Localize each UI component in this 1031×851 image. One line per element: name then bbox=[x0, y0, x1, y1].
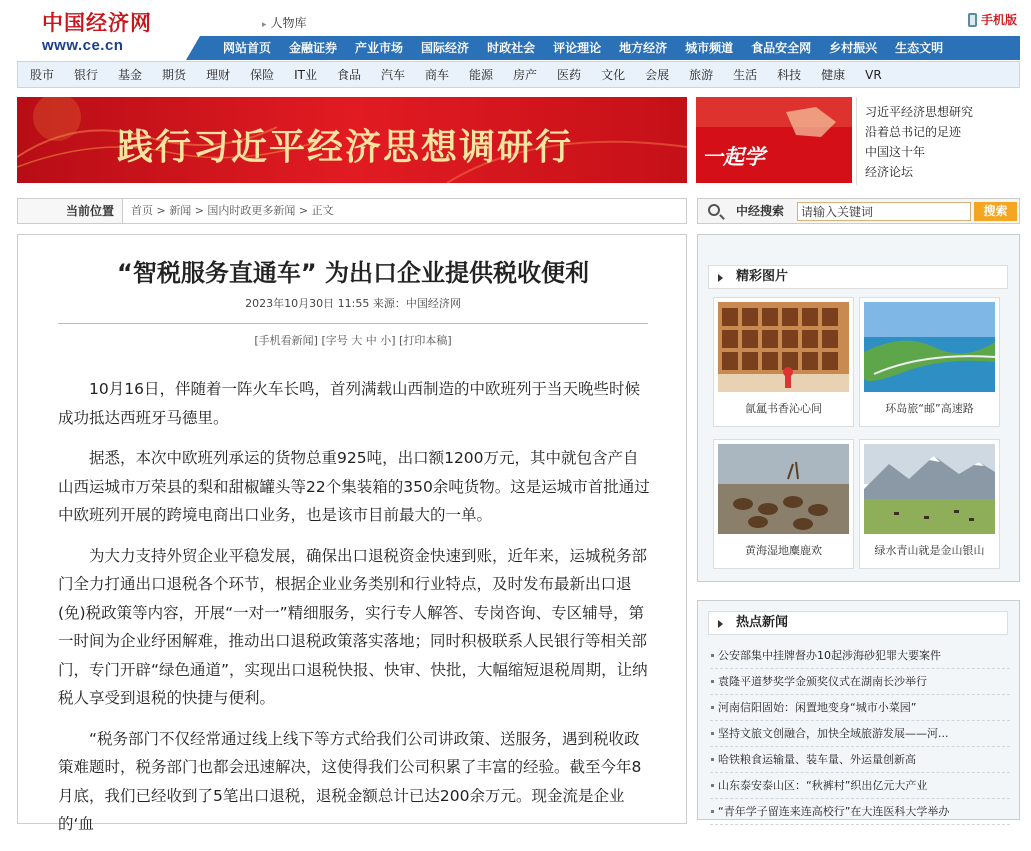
picture-caption: 黄海湿地麋鹿欢 bbox=[745, 544, 822, 557]
logo-url: www.ce.cn bbox=[42, 37, 124, 54]
picture-caption: 氤氲书香沁心间 bbox=[745, 402, 822, 415]
sub-nav-item[interactable]: 理财 bbox=[206, 68, 231, 82]
hot-news-list bbox=[710, 643, 1010, 825]
hot-news-item[interactable]: 袁隆平道梦奖学金颁奖仪式在湖南长沙举行 bbox=[710, 669, 1010, 695]
main-nav-item[interactable]: 生态文明 bbox=[895, 41, 944, 55]
sub-nav bbox=[17, 61, 1020, 88]
sub-nav-item[interactable]: 能源 bbox=[469, 68, 494, 82]
sub-nav-item[interactable]: 文化 bbox=[601, 68, 626, 82]
sub-nav-item[interactable]: 房产 bbox=[513, 68, 538, 82]
main-nav-item[interactable]: 评论理论 bbox=[553, 41, 602, 55]
picture-bookstore bbox=[718, 302, 849, 392]
search-label: 中经搜索 bbox=[736, 204, 785, 218]
article-body bbox=[58, 375, 654, 851]
main-nav-item[interactable]: 时政社会 bbox=[487, 41, 536, 55]
topic-link[interactable]: 习近平经济思想研究 bbox=[865, 105, 974, 119]
search-bar bbox=[697, 198, 1020, 224]
study-banner-text: 一起学 bbox=[702, 144, 765, 169]
sub-nav-item[interactable]: 健康 bbox=[821, 68, 846, 82]
sub-nav-item[interactable]: 商车 bbox=[425, 68, 450, 82]
sub-nav-item[interactable]: 期货 bbox=[162, 68, 187, 82]
article-paragraph: 为大力支持外贸企业平稳发展，确保出口退税资金快速到账，近年来，运城税务部门全力打通出口退税各个环节，根据企业业务类别和行业特点，及时发布最新出口退(免)税政策等内容，开展“一对一”精细服务，实行专人解答、专岗咨询、专区辅导，第一时间为企业纾困解难，推动出口退税政策落实落地；同时积极联系人民银行等相关部门，专门开辟“绿色通道”，实现出口退税快报、快审、快批，大幅缩短退税周期，让纳税人享受到退税的快捷与便利。 bbox=[58, 546, 648, 707]
picture-card[interactable] bbox=[713, 439, 854, 569]
breadcrumb[interactable]: 首页 > 新闻 > 国内时政更多新闻 > 正文 bbox=[131, 204, 334, 217]
mobile-version-label: 手机版 bbox=[980, 13, 1017, 27]
sub-nav-item[interactable]: 科技 bbox=[777, 68, 802, 82]
breadcrumb-label: 当前位置 bbox=[18, 199, 123, 223]
search-icon bbox=[708, 204, 720, 216]
triangle-icon bbox=[718, 620, 723, 628]
picture-deer bbox=[718, 444, 849, 534]
sub-nav-item[interactable]: 食品 bbox=[336, 68, 361, 82]
article-paragraph: 据悉，本次中欧班列承运的货物总重925吨，出口额1200万元，其中就包含产自山西运城市万荣县的梨和甜椒罐头等22个集装箱的350余吨货物。这是运城市首批通过中欧班列开展的跨境电商出口业务，也是该市目前最大的一单。 bbox=[58, 449, 650, 524]
picture-caption: 绿水青山就是金山银山 bbox=[874, 544, 985, 557]
picture-mountains bbox=[864, 444, 995, 534]
logo-chinese: 中国经济网 bbox=[42, 10, 152, 35]
featured-pictures bbox=[697, 234, 1020, 582]
topic-link[interactable]: 沿着总书记的足迹 bbox=[865, 125, 962, 139]
main-nav-item[interactable]: 食品安全网 bbox=[751, 41, 812, 55]
phone-icon bbox=[968, 13, 977, 27]
hot-news-item[interactable]: 河南信阳固始：闲置地变身“城市小菜园” bbox=[710, 695, 1010, 721]
hot-news-item[interactable]: 山东泰安泰山区：“秋裤村”织出亿元大产业 bbox=[710, 773, 1010, 799]
sub-nav-item[interactable]: 保险 bbox=[250, 68, 275, 82]
sub-nav-item[interactable]: 股市 bbox=[30, 68, 55, 82]
hot-news bbox=[697, 600, 1020, 820]
sub-nav-item[interactable]: 基金 bbox=[118, 68, 143, 82]
article-paragraph: “税务部门不仅经常通过线上线下等方式给我们公司讲政策、送服务，遇到税收政策难题时，税务部门也都会迅速解决，这使得我们公司积累了丰富的经验。截至今年8月底，我们已经收到了5笔出口退税，退税金额总计已达200余万元。现金流是企业的‘血 bbox=[58, 729, 642, 833]
topic-link[interactable]: 经济论坛 bbox=[865, 165, 914, 179]
main-nav-item[interactable]: 国际经济 bbox=[421, 41, 470, 55]
triangle-icon bbox=[718, 274, 723, 282]
main-nav-item[interactable]: 城市频道 bbox=[685, 41, 734, 55]
hot-news-item[interactable]: “青年学子留连来连高校行”在大连医科大学举办 bbox=[710, 799, 1010, 825]
article bbox=[17, 234, 687, 833]
picture-card[interactable] bbox=[713, 297, 854, 427]
chevron-right-icon: ▸ bbox=[262, 20, 267, 30]
pictures-heading-text: 精彩图片 bbox=[736, 269, 789, 284]
article-meta: 2023年10月30日 11:55 来源：中国经济网 bbox=[245, 297, 461, 310]
nav-tab-corner bbox=[186, 36, 200, 60]
article-paragraph: 10月16日，伴随着一阵火车长鸣，首列满载山西制造的中欧班列于当天晚些时候成功抵达西班牙马德里。 bbox=[58, 380, 640, 427]
main-nav-item[interactable]: 地方经济 bbox=[619, 41, 668, 55]
main-nav-item[interactable]: 乡村振兴 bbox=[829, 41, 878, 55]
picture-island-road bbox=[864, 302, 995, 392]
picture-card[interactable] bbox=[859, 439, 1000, 569]
topic-link[interactable]: 中国这十年 bbox=[865, 145, 926, 159]
hot-news-heading bbox=[708, 611, 1008, 635]
people-library-label: 人物库 bbox=[270, 16, 307, 30]
main-nav-item[interactable]: 金融证券 bbox=[289, 41, 338, 55]
hot-news-item[interactable]: 哈铁粮食运输量、装车量、外运量创新高 bbox=[710, 747, 1010, 773]
breadcrumb-bar bbox=[17, 198, 687, 224]
hot-news-item[interactable]: 公安部集中挂牌督办10起涉海砂犯罪大要案件 bbox=[710, 643, 1010, 669]
mobile-version-link[interactable] bbox=[968, 11, 1017, 28]
sub-nav-item[interactable]: 旅游 bbox=[689, 68, 714, 82]
sub-nav-item[interactable]: 生活 bbox=[733, 68, 758, 82]
main-nav-item[interactable]: 网站首页 bbox=[223, 41, 272, 55]
sub-nav-item[interactable]: 医药 bbox=[557, 68, 582, 82]
main-nav-item[interactable]: 产业市场 bbox=[355, 41, 404, 55]
article-title: “智税服务直通车” 为出口企业提供税收便利 bbox=[117, 259, 589, 287]
banner-title: 践行习近平经济思想调研行 bbox=[117, 126, 574, 168]
picture-card[interactable] bbox=[859, 297, 1000, 427]
hot-news-heading-text: 热点新闻 bbox=[736, 615, 789, 630]
sub-nav-item[interactable]: 银行 bbox=[74, 68, 99, 82]
hot-news-item[interactable]: 坚持文旅文创融合，加快全域旅游发展——河... bbox=[710, 721, 1010, 747]
site-logo[interactable] bbox=[42, 10, 172, 54]
pictures-heading bbox=[708, 265, 1008, 289]
article-tools[interactable]: [手机看新闻] [字号 大 中 小] [打印本稿] bbox=[254, 334, 452, 347]
topic-banner[interactable] bbox=[17, 97, 687, 183]
picture-caption: 环岛旅“邮”高速路 bbox=[885, 402, 974, 415]
sub-nav-item[interactable]: VR bbox=[865, 67, 882, 82]
sub-nav-item[interactable]: 会展 bbox=[645, 68, 670, 82]
study-banner[interactable] bbox=[696, 97, 852, 183]
topic-links bbox=[856, 97, 1018, 185]
divider bbox=[58, 323, 648, 324]
sub-nav-item[interactable]: 汽车 bbox=[380, 68, 405, 82]
search-button[interactable]: 搜索 bbox=[974, 202, 1017, 221]
search-input[interactable] bbox=[797, 202, 971, 221]
sub-nav-item[interactable]: IT业 bbox=[294, 68, 317, 82]
main-nav bbox=[214, 36, 952, 60]
people-library-link[interactable] bbox=[262, 14, 307, 31]
